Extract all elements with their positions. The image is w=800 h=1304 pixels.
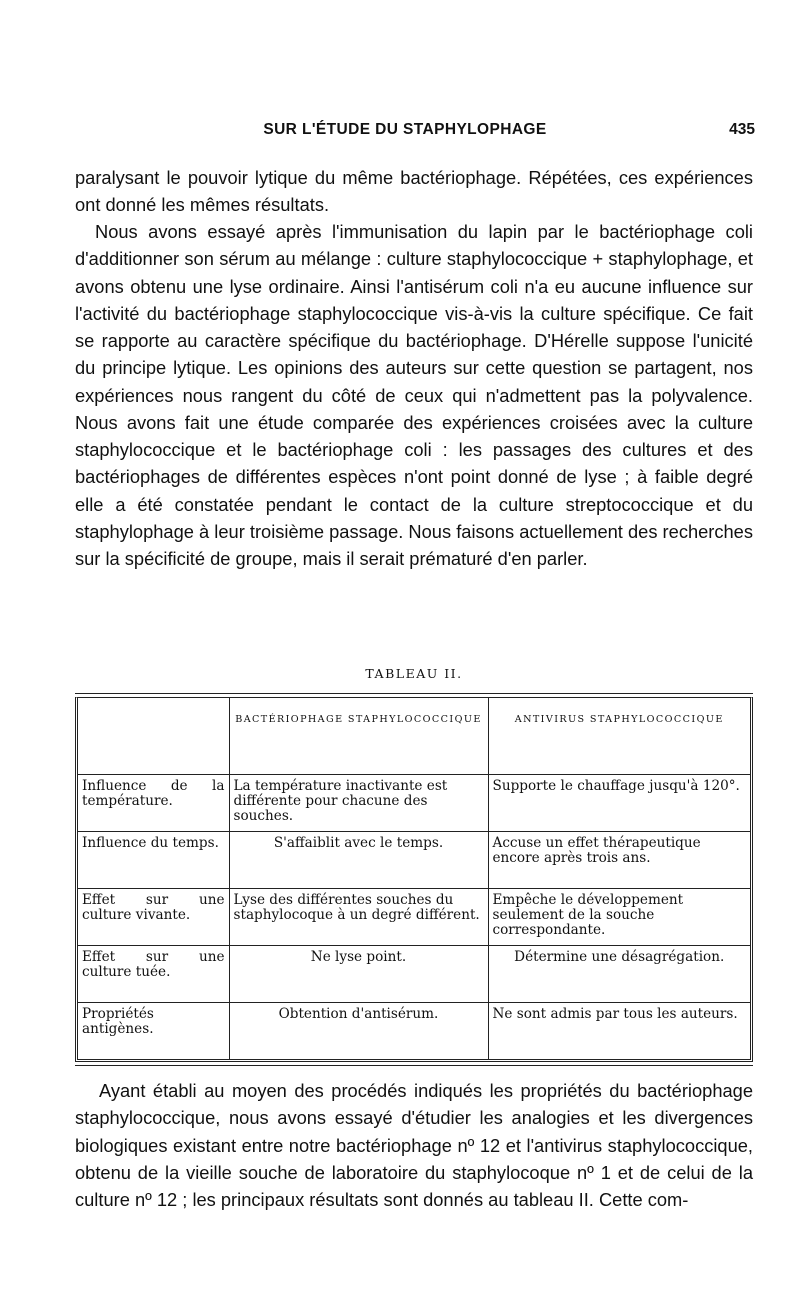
cell-bacteriophage: Obtention d'antisérum. [229,1003,488,1060]
table-header-row [78,698,750,775]
table-row [78,1003,750,1060]
running-title: SUR L'ÉTUDE DU STAPHYLOPHAGE [263,121,547,138]
row-label: Effet sur une culture vivante. [78,889,229,946]
header-empty [78,698,229,775]
cell-antivirus: Ne sont admis par tous les auteurs. [488,1003,750,1060]
paragraph-3: Ayant établi au moyen des procédés indiqués les propriétés du bactériophage staphylococcique, nous avons essayé d'étudier les analogies et les divergences biologiques existant entre notre bactériophage nº 12 et l'antivirus staphylococcique, obtenu de la vieille souche de laboratoire du staphylocoque nº 1 et de celui de la culture nº 12 ; les principaux résultats sont donnés au tableau II. Cette com- [75,1080,753,1210]
cell-antivirus: Empêche le développement seulement de la souche correspondante. [488,889,750,946]
cell-antivirus: Supporte le chauffage jusqu'à 120°. [488,775,750,832]
running-head [75,121,755,143]
table-frame [75,693,753,1066]
table-caption: TABLEAU II. [365,666,463,681]
paragraph-1: paralysant le pouvoir lytique du même bactériophage. Répétées, ces expériences ont donné les mêmes résultats. [75,167,753,216]
header-antivirus: ANTIVIRUS STAPHYLOCOCCIQUE [488,698,750,775]
row-label: Propriétés antigènes. [78,1003,229,1060]
cell-antivirus: Accuse un effet thérapeutique encore après trois ans. [488,832,750,889]
row-label: Influence de la température. [78,775,229,832]
cell-bacteriophage: Ne lyse point. [229,946,488,1003]
row-label: Effet sur une culture tuée. [78,946,229,1003]
header-bacteriophage: BACTÉRIOPHAGE STAPHYLOCOCCIQUE [229,698,488,775]
cell-bacteriophage: Lyse des différentes souches du staphylocoque à un degré différent. [229,889,488,946]
cell-antivirus: Détermine une désagrégation. [488,946,750,1003]
comparison-table [78,698,750,1059]
table-row [78,832,750,889]
cell-bacteriophage: La température inactivante est différente pour chacune des souches. [229,775,488,832]
table-row [78,889,750,946]
table-row [78,946,750,1003]
row-label: Influence du temps. [78,832,229,889]
table-border [75,697,753,1062]
table-row [78,775,750,832]
page-number: 435 [729,121,755,138]
cell-bacteriophage: S'affaiblit avec le temps. [229,832,488,889]
paragraph-2: Nous avons essayé après l'immunisation du lapin par le bactériophage coli d'additionner son sérum au mélange : culture staphylococcique + staphylophage, et avons obtenu une lyse ordinaire. Ainsi l'antisérum coli n'a eu aucune influence sur l'activité du bactériophage staphylococcique vis-à-vis la culture spécifique. Ce fait se rapporte au caractère spécifique du bactériophage. D'Hérelle suppose l'unicité du principe lytique. Les opinions des auteurs sur cette question se partagent, nos expériences nous rangent du côté de ceux qui n'admettent pas la polyvalence. Nous avons fait une étude comparée des expériences croisées avec la culture staphylococcique et le bactériophage coli : les passages des cultures et des bactériophages de différentes espèces n'ont point donné de lyse ; à faible degré elle a été constatée pendant le contact de la culture streptococcique et du staphylophage à leur troisième passage. Nous faisons actuellement des recherches sur la spécificité de groupe, mais il serait prématuré d'en parler. [75,221,753,569]
